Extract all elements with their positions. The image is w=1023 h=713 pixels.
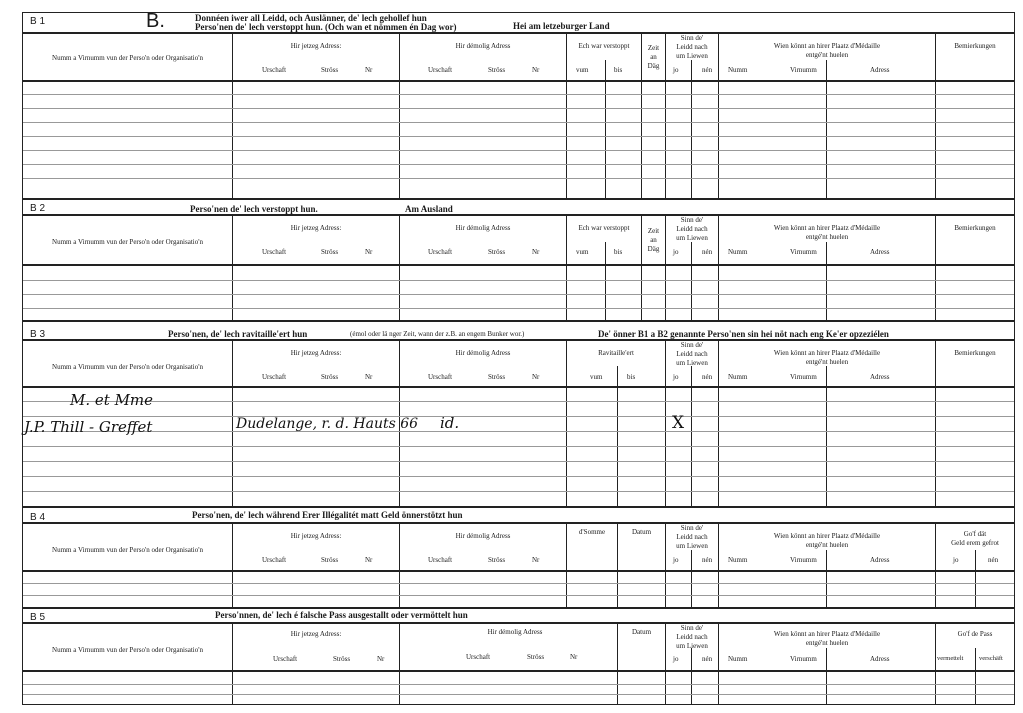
b5-nen: nén: [702, 655, 713, 663]
b4-title: Perso'nen, de' lech während Erer Illégalitét matt Geld önnerstötzt hun: [192, 510, 463, 520]
b1-medal-1: Wien könnt an hirer Plaatz d'Médaille: [773, 42, 881, 50]
b3-medal-1: Wien könnt an hirer Plaatz d'Médaille: [773, 349, 881, 357]
b3-nen: nén: [702, 373, 713, 381]
b2-alive-1: Sinn de': [680, 216, 704, 224]
b3-jo: jo: [673, 373, 679, 381]
b3-entry-name-line2: J.P. Thill - Greffet: [24, 418, 153, 436]
form-intro-place: Hei am letzeburger Land: [513, 21, 610, 31]
b1-medal-2: entgé'nt huelen: [805, 51, 849, 59]
b1-time-3: Däg: [647, 62, 660, 70]
b2-time-1: Zeit: [647, 227, 660, 235]
b3-adress: Adress: [870, 373, 890, 381]
b5-verschaft: verschäft: [979, 655, 1003, 662]
b3-entry-current-address: Dudelange, r. d. Hauts 66: [236, 416, 419, 432]
b5-pass-header: Go'f de Pass: [957, 630, 993, 638]
b4-somme: d'Somme: [578, 528, 606, 536]
b3-vum: vum: [590, 373, 603, 381]
section-id-b2: B 2: [30, 203, 46, 214]
section-id-b5: B 5: [30, 612, 46, 623]
b2-name-header: Numm a Virnumm vun der Perso'n oder Organisatio'n: [52, 238, 203, 246]
b4-current-nr: Nr: [365, 556, 373, 564]
b5-jo: jo: [673, 655, 679, 663]
b2-title: Perso'nen de' lech verstoppt hun.: [190, 204, 318, 214]
b5-current-address-header: Hir jetzeg Adress:: [290, 630, 342, 638]
section-id-b3: B 3: [30, 329, 46, 340]
b1-former-street: Ströss: [488, 66, 506, 74]
b2-place: Am Ausland: [405, 204, 453, 214]
b4-alive-2: Leidd nach: [676, 533, 708, 541]
b3-entry-name-line1: M. et Mme: [70, 391, 154, 409]
b4-nen: nén: [702, 556, 713, 564]
b3-title: Perso'nen, de' lech ravitaille'ert hun: [168, 329, 308, 339]
b1-time-1: Zeit: [647, 44, 660, 52]
b1-adress: Adress: [870, 66, 890, 74]
b2-current-address-header: Hir jetzeg Adress:: [290, 224, 342, 232]
b4-medal-2: entgé'nt huelen: [805, 541, 849, 549]
b4-current-street: Ströss: [321, 556, 339, 564]
b2-vum: vum: [576, 248, 589, 256]
b4-virnumm: Virnumm: [790, 556, 817, 564]
b4-alive-1: Sinn de': [680, 524, 704, 532]
b5-former-nr: Nr: [570, 653, 578, 661]
b2-virnumm: Virnumm: [790, 248, 817, 256]
b2-former-street: Ströss: [488, 248, 506, 256]
b3-extra-note: De' önner B1 a B2 genannte Perso'nen sin hei nöt nach eng Ke'er opzeziélen: [598, 329, 889, 339]
b5-current-street: Ströss: [333, 655, 351, 663]
form-intro-line2: Perso'nen de' lech verstoppt hun. (Och wan et nömmen én Dag wor): [195, 22, 457, 32]
b1-current-address-header: Hir jetzeg Adress:: [290, 42, 342, 50]
b3-medal-2: entgé'nt huelen: [805, 358, 849, 366]
b5-alive-3: um Liewen: [676, 642, 708, 650]
b4-former-street: Ströss: [488, 556, 506, 564]
b5-datum: Datum: [631, 628, 652, 636]
b1-former-nr: Nr: [532, 66, 540, 74]
b4-former-town: Urschaft: [428, 556, 453, 564]
b3-name-header: Numm a Virnumm vun der Perso'n oder Organisatio'n: [52, 363, 203, 371]
b1-jo: jo: [673, 66, 679, 74]
b5-former-street: Ströss: [527, 653, 545, 661]
b1-current-nr: Nr: [365, 66, 373, 74]
b1-former-address-header: Hir démolig Adress: [455, 42, 511, 50]
b2-former-address-header: Hir démolig Adress: [455, 224, 511, 232]
section-id-b1: B 1: [30, 16, 46, 27]
b1-remarks: Bemierkungen: [954, 42, 996, 50]
b3-entry-former-address: id.: [440, 414, 460, 432]
b3-current-town: Urschaft: [262, 373, 287, 381]
b2-alive-2: Leidd nach: [676, 225, 708, 233]
b2-time-3: Däg: [647, 245, 660, 253]
b2-remarks: Bemierkungen: [954, 224, 996, 232]
b5-vermettelt: vermettelt: [937, 655, 964, 662]
section-id-b4: B 4: [30, 512, 46, 523]
b1-hid-header: Ech war verstoppt: [578, 42, 630, 50]
b5-current-town: Urschaft: [273, 655, 298, 663]
b3-former-nr: Nr: [532, 373, 540, 381]
b2-medal-1: Wien könnt an hirer Plaatz d'Médaille: [773, 224, 881, 232]
b3-former-town: Urschaft: [428, 373, 453, 381]
b4-current-town: Urschaft: [262, 556, 287, 564]
b2-former-nr: Nr: [532, 248, 540, 256]
b3-former-address-header: Hir démolig Adress: [455, 349, 511, 357]
b5-adress: Adress: [870, 655, 890, 663]
b2-adress: Adress: [870, 248, 890, 256]
b4-numm: Numm: [728, 556, 748, 564]
b2-time-2: an: [650, 236, 657, 244]
b3-current-nr: Nr: [365, 373, 373, 381]
b3-current-address-header: Hir jetzeg Adress:: [290, 349, 342, 357]
b2-numm: Numm: [728, 248, 748, 256]
b2-former-town: Urschaft: [428, 248, 453, 256]
b2-bis: bis: [614, 248, 623, 256]
b2-medal-2: entgé'nt huelen: [805, 233, 849, 241]
b4-money-2: Geld erem gefrot: [951, 539, 999, 547]
b4-jo: jo: [673, 556, 679, 564]
b4-datum: Datum: [631, 528, 652, 536]
b3-alive-1: Sinn de': [680, 341, 704, 349]
b5-virnumm: Virnumm: [790, 655, 817, 663]
b3-alive-3: um Liewen: [676, 359, 708, 367]
b3-entry-alive-mark: X: [672, 413, 685, 433]
b4-medal-1: Wien könnt an hirer Plaatz d'Médaille: [773, 532, 881, 540]
b1-numm: Numm: [728, 66, 748, 74]
b3-ravit-header: Ravitaille'ert: [598, 349, 634, 357]
b1-name-header: Numm a Virnumm vun der Perso'n oder Organisatio'n: [52, 54, 203, 62]
b3-virnumm: Virnumm: [790, 373, 817, 381]
b2-current-town: Urschaft: [262, 248, 287, 256]
b3-bis: bis: [627, 373, 636, 381]
b3-current-street: Ströss: [321, 373, 339, 381]
b3-former-street: Ströss: [488, 373, 506, 381]
b5-former-address-header: Hir démolig Adress: [487, 628, 543, 636]
b5-medal-2: entgé'nt huelen: [805, 639, 849, 647]
b4-name-header: Numm a Virnumm vun der Perso'n oder Organisatio'n: [52, 546, 203, 554]
b4-adress: Adress: [870, 556, 890, 564]
b1-alive-3: um Liewen: [676, 52, 708, 60]
b1-current-town: Urschaft: [262, 66, 287, 74]
b1-virnumm: Virnumm: [790, 66, 817, 74]
b3-alive-2: Leidd nach: [676, 350, 708, 358]
b2-nen: nén: [702, 248, 713, 256]
b1-alive-2: Leidd nach: [676, 43, 708, 51]
b3-remarks: Bemierkungen: [954, 349, 996, 357]
b2-alive-3: um Liewen: [676, 234, 708, 242]
b4-former-nr: Nr: [532, 556, 540, 564]
b3-note: (émol oder lä nger Zeit, wann der z.B. an engem Bunker wor.): [350, 330, 525, 338]
b2-jo: jo: [673, 248, 679, 256]
b5-name-header: Numm a Virnumm vun der Perso'n oder Organisatio'n: [52, 646, 203, 654]
b4-money-1: Go'f dät: [963, 530, 987, 538]
b5-medal-1: Wien könnt an hirer Plaatz d'Médaille: [773, 630, 881, 638]
b2-current-street: Ströss: [321, 248, 339, 256]
b4-money-nen: nén: [988, 556, 999, 564]
b2-hid-header: Ech war verstoppt: [578, 224, 630, 232]
b1-alive-1: Sinn de': [680, 34, 704, 42]
b1-vum: vum: [576, 66, 589, 74]
b4-current-address-header: Hir jetzeg Adress:: [290, 532, 342, 540]
b1-bis: bis: [614, 66, 623, 74]
b5-former-town: Urschaft: [466, 653, 491, 661]
b5-alive-1: Sinn de': [680, 624, 704, 632]
b4-alive-3: um Liewen: [676, 542, 708, 550]
b4-former-address-header: Hir démolig Adress: [455, 532, 511, 540]
form-intro-line1: Donnéen iwer all Leidd, och Auslänner, de' lech gehollef hun: [195, 13, 427, 23]
form-letter: B.: [146, 10, 165, 32]
b4-money-jo: jo: [953, 556, 959, 564]
b5-numm: Numm: [728, 655, 748, 663]
b1-former-town: Urschaft: [428, 66, 453, 74]
b1-current-street: Ströss: [321, 66, 339, 74]
b1-nen: nén: [702, 66, 713, 74]
b5-current-nr: Nr: [377, 655, 385, 663]
b5-title: Perso'nnen, de' lech é falsche Pass ausgestallt oder vermöttelt hun: [215, 610, 468, 620]
b1-time-2: an: [650, 53, 657, 61]
b3-numm: Numm: [728, 373, 748, 381]
b5-alive-2: Leidd nach: [676, 633, 708, 641]
b2-current-nr: Nr: [365, 248, 373, 256]
